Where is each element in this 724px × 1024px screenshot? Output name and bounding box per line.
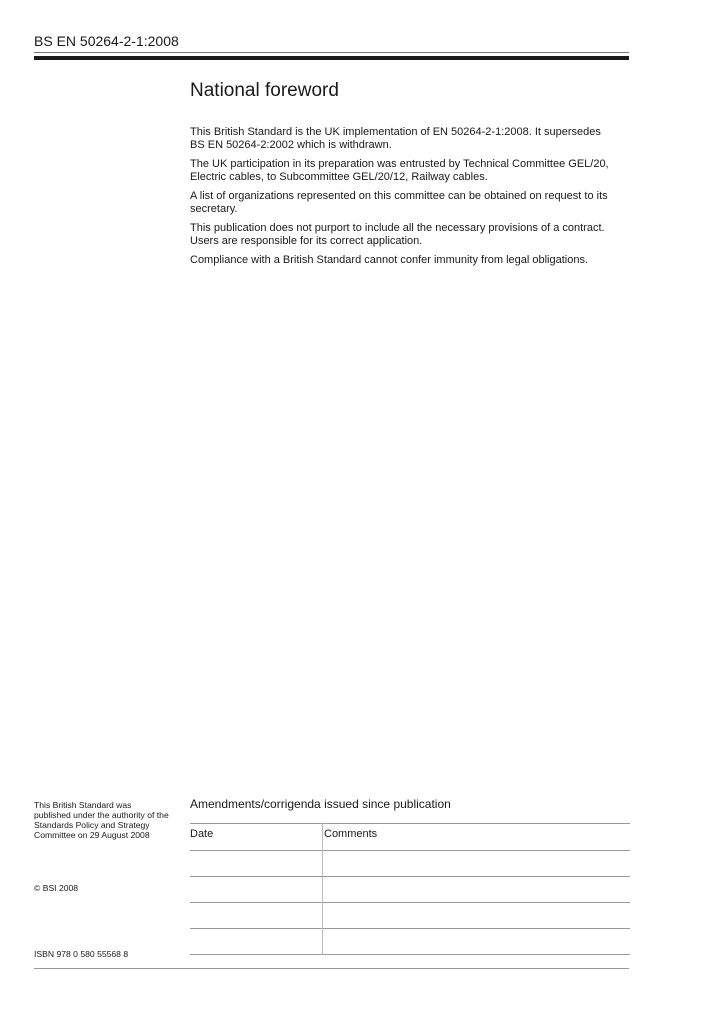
comments-cell <box>323 903 631 929</box>
comments-cell <box>323 877 631 903</box>
date-cell <box>190 851 323 877</box>
table-row <box>190 903 630 929</box>
table-row <box>190 877 630 903</box>
date-cell <box>190 877 323 903</box>
foreword-paragraph-3: A list of organizations represented on this committee can be obtained on request to its secretary. <box>190 190 608 215</box>
copyright-notice: © BSI 2008 <box>34 883 79 893</box>
column-header-comments: Comments <box>324 828 378 840</box>
foreword-paragraph-1: This British Standard is the UK implementation of EN 50264-2-1:2008. It supersedes BS EN 50264-2:2002 which is withdrawn. <box>190 126 601 151</box>
national-foreword-section <box>190 80 610 273</box>
footer-rule <box>34 968 629 969</box>
comments-cell <box>323 929 631 955</box>
header-thick-rule <box>34 56 629 60</box>
amendments-heading: Amendments/corrigenda issued since publication <box>190 797 451 811</box>
amendments-header-row <box>190 824 630 851</box>
foreword-paragraph-2: The UK participation in its preparation was entrusted by Technical Committee GEL/20, Electric cables, to Subcommittee GEL/20/12, Railway cables. <box>190 158 609 183</box>
date-cell <box>190 903 323 929</box>
header-thin-rule <box>34 52 629 53</box>
document-header-title: BS EN 50264-2-1:2008 <box>34 33 179 49</box>
table-row <box>190 851 630 877</box>
foreword-paragraph-4: This publication does not purport to include all the necessary provisions of a contract. Users are responsible for its correct application. <box>190 222 605 247</box>
isbn-number: ISBN 978 0 580 55568 8 <box>34 949 129 959</box>
date-cell <box>190 929 323 955</box>
comments-cell <box>323 851 631 877</box>
table-row <box>190 929 630 955</box>
column-header-date: Date <box>190 824 323 851</box>
foreword-title: National foreword <box>190 80 339 101</box>
foreword-paragraph-5: Compliance with a British Standard cannot confer immunity from legal obligations. <box>190 254 589 266</box>
publication-note: This British Standard was published under the authority of the Standards Policy and Strategy Committee on 29 August 2008 <box>34 800 169 840</box>
amendments-table <box>190 823 630 955</box>
